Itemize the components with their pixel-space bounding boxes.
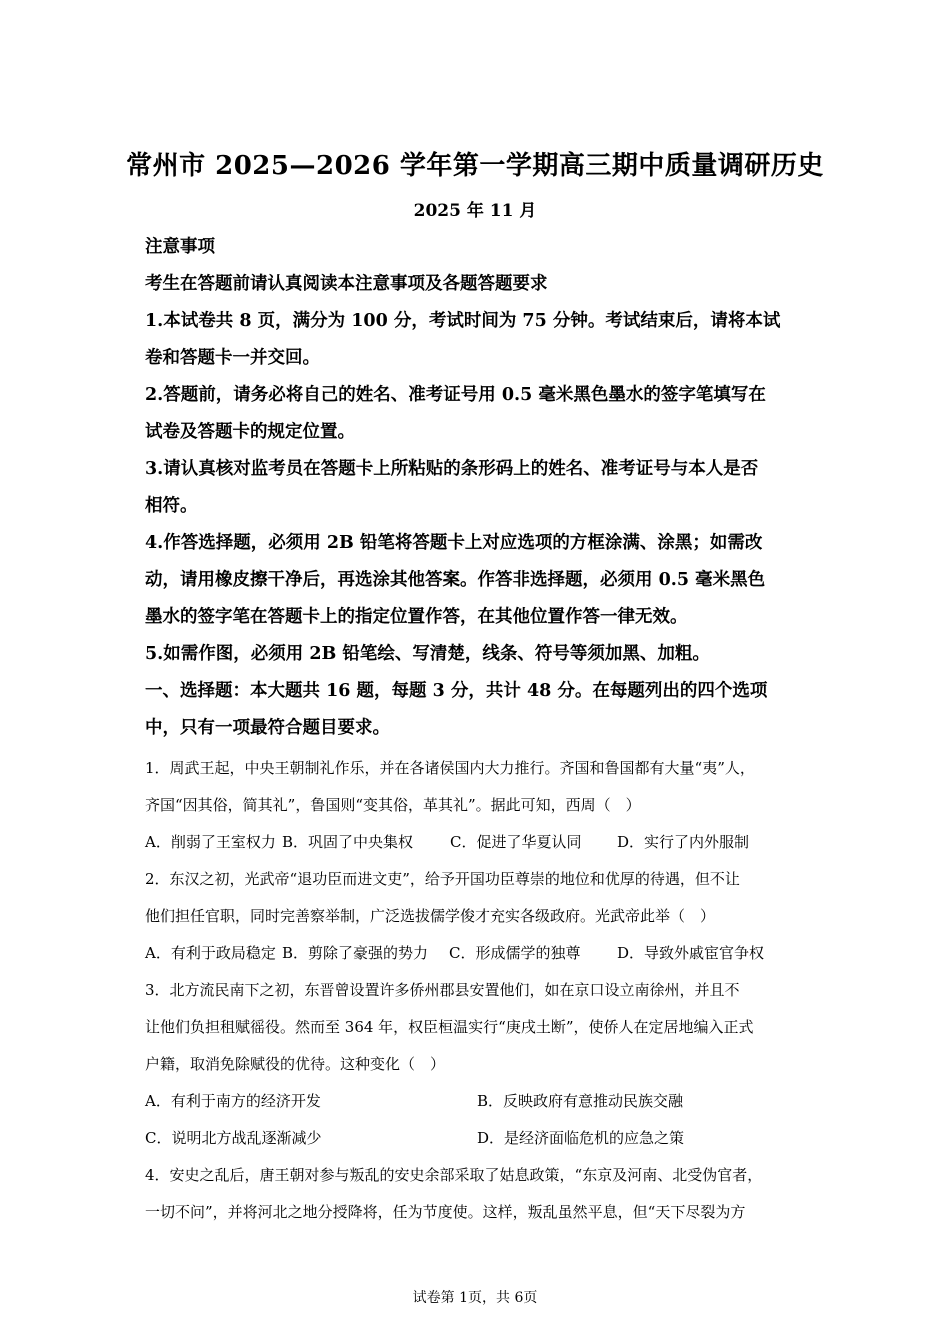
notice-line: 试卷及答题卡的规定位置。 [145,422,355,442]
page-footer: 试卷第 1页，共 6页 [412,1290,538,1306]
question-1 [145,750,810,861]
option-c: C．说明北方战乱逐渐减少 [145,1129,322,1147]
notice-line: 3.请认真核对监考员在答题卡上所粘贴的条形码上的姓名、准考证号与本人是否 [145,459,759,479]
notice-item-1 [145,303,810,377]
notice-item-3 [145,451,810,525]
notice-line: 4.作答选择题，必须用 2B 铅笔将答题卡上对应选项的方框涂满、涂黑；如需改 [145,533,763,553]
option-c: C．促进了华夏认同 [450,833,582,851]
notice-line: 1.本试卷共 8 页，满分为 100 分，考试时间为 75 分钟。考试结束后，请将本试 [145,311,781,331]
section-heading [145,673,810,747]
question-3 [145,972,810,1157]
question-options [145,935,810,972]
notice-line: 动，请用橡皮擦干净后，再选涂其他答案。作答非选择题，必须用 0.5 毫米黑色 [145,570,766,590]
option-d: D．是经济面临危机的应急之策 [477,1129,685,1147]
option-a: A．有利于政局稳定 [145,944,276,962]
notice-intro: 考生在答题前请认真阅读本注意事项及各题答题要求 [145,274,548,294]
section-line: 中，只有一项最符合题目要求。 [145,718,390,738]
question-line: 让他们负担租赋徭役。然而至 364 年，权臣桓温实行“庚戌土断”，使侨人在定居地编入正式 [145,1018,754,1036]
question-4 [145,1157,810,1231]
notice-line: 2.答题前，请务必将自己的姓名、准考证号用 0.5 毫米黑色墨水的签字笔填写在 [145,385,766,405]
notice-line: 相符。 [145,496,198,516]
notice-heading: 注意事项 [145,237,215,257]
question-line: 户籍，取消免除赋役的优待。这种变化（ ） [145,1055,446,1073]
notice-item-2 [145,377,810,451]
question-options [145,824,810,861]
question-options [145,1083,810,1120]
exam-title: 常州市 2025—2026 学年第一学期高三期中质量调研历史 [126,151,824,181]
notice-line: 5.如需作图，必须用 2B 铅笔绘、写清楚，线条、符号等须加黑、加粗。 [145,644,710,664]
question-line: 1．周武王起，中央王朝制礼作乐，并在各诸侯国内大力推行。齐国和鲁国都有大量“夷”人， [145,759,755,777]
option-d: D．实行了内外服制 [617,833,750,851]
section-line: 一、选择题：本大题共 16 题，每题 3 分，共计 48 分。在每题列出的四个选项 [145,681,768,701]
notice-item-5 [145,636,810,673]
option-a: A．削弱了王室权力 [145,833,276,851]
option-b: B．巩固了中央集权 [282,833,414,851]
notice-line: 墨水的签字笔在答题卡上的指定位置作答，在其他位置作答一律无效。 [145,607,688,627]
question-line: 2．东汉之初，光武帝“退功臣而进文吏”，给予开国功臣尊崇的地位和优厚的待遇，但不让 [145,870,740,888]
option-c: C．形成儒学的独尊 [449,944,581,962]
question-line: 齐国“因其俗，简其礼”，鲁国则“变其俗，革其礼”。据此可知，西周（ ） [145,796,641,814]
question-options [145,1120,810,1157]
notice-item-4 [145,525,810,636]
notice-line: 卷和答题卡一并交回。 [145,348,320,368]
option-b: B．反映政府有意推动民族交融 [477,1092,684,1110]
option-a: A．有利于南方的经济开发 [145,1092,321,1110]
exam-date: 2025 年 11 月 [413,201,537,221]
question-line: 他们担任官职，同时完善察举制，广泛选拔儒学俊才充实各级政府。光武帝此举（ ） [145,907,716,925]
question-line: 一切不问”，并将河北之地分授降将，任为节度使。这样，叛乱虽然平息，但“天下尽裂为方 [145,1203,746,1221]
question-line: 4．安史之乱后，唐王朝对参与叛乱的安史余部采取了姑息政策，“东京及河南、北受伪官者， [145,1166,763,1184]
option-b: B．剪除了豪强的势力 [282,944,429,962]
question-line: 3．北方流民南下之初，东晋曾设置许多侨州郡县安置他们，如在京口设立南徐州，并且不 [145,981,740,999]
option-d: D．导致外戚宦官争权 [617,944,765,962]
questions-section [145,750,810,1231]
question-2 [145,861,810,972]
notice-section [145,229,810,747]
